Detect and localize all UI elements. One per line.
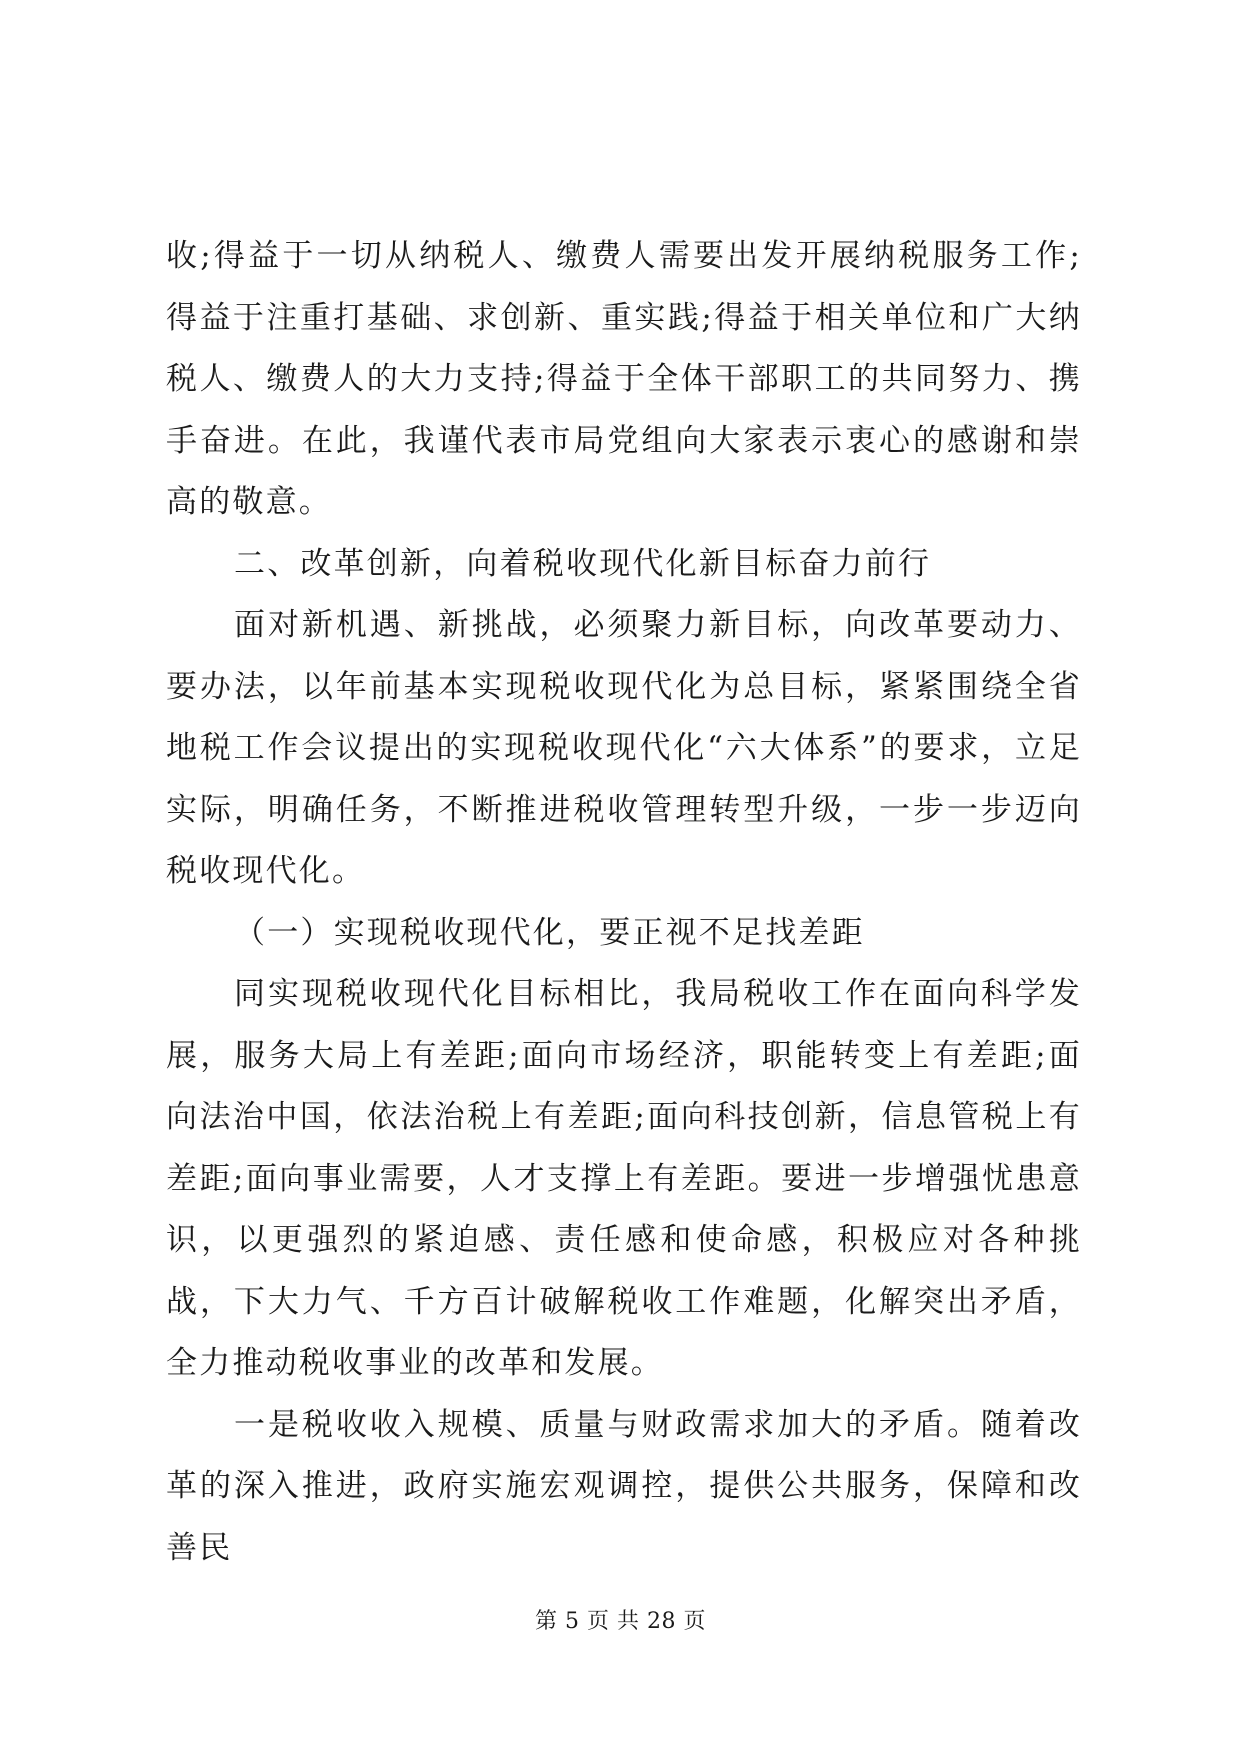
paragraph-body: 一是税收收入规模、质量与财政需求加大的矛盾。随着改革的深入推进，政府实施宏观调控，提供公共服务，保障和改善民: [166, 1406, 1082, 1566]
document-body: [166, 226, 1082, 1579]
paragraph-body: 面对新机遇、新挑战，必须聚力新目标，向改革要动力、要办法，以年前基本实现税收现代化为总目标，紧紧围绕全省地税工作会议提出的实现税收现代化“六大体系”的要求，立足实际，明确任务，不断推进税收管理转型升级，一步一步迈向税收现代化。: [166, 607, 1082, 889]
section-heading: 二、改革创新，向着税收现代化新目标奋力前行: [234, 545, 932, 582]
subsection-heading: （一）实现税收现代化，要正视不足找差距: [234, 914, 865, 951]
paragraph-body: 收;得益于一切从纳税人、缴费人需要出发开展纳税服务工作;得益于注重打基础、求创新、重实践;得益于相关单位和广大纳税人、缴费人的大力支持;得益于全体干部职工的共同努力、携手奋进。在此，我谨代表市局党组向大家表示衷心的感谢和崇高的敬意。: [166, 238, 1082, 520]
paragraph-body: 同实现税收现代化目标相比，我局税收工作在面向科学发展，服务大局上有差距;面向市场经济，职能转变上有差距;面向法治中国，依法治税上有差距;面向科技创新，信息管税上有差距;面向事业需要，人才支撑上有差距。要进一步增强忧患意识，以更强烈的紧迫感、责任感和使命感，积极应对各种挑战，下大力气、千方百计破解税收工作难题，化解突出矛盾，全力推动税收事业的改革和发展。: [166, 976, 1082, 1381]
page-number-footer: 第 5 页 共 28 页: [535, 1609, 706, 1634]
